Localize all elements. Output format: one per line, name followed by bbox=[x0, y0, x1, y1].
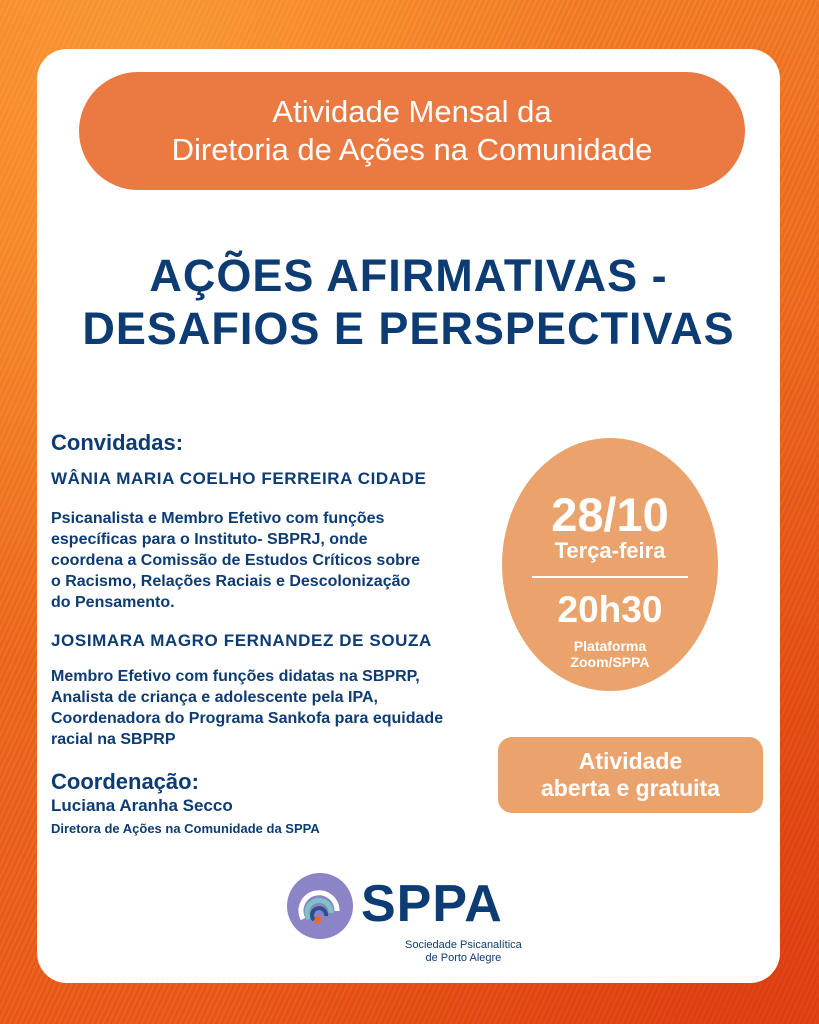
header-banner bbox=[79, 72, 745, 190]
guest-1-desc-line: específicas para o Instituto- SBPRJ, onde bbox=[51, 531, 368, 548]
event-platform bbox=[502, 638, 718, 670]
header-line-2: Diretoria de Ações na Comunidade bbox=[171, 132, 653, 167]
event-time: 20h30 bbox=[557, 589, 663, 630]
guest-1-desc-line: Psicanalista e Membro Efetivo com funções bbox=[51, 510, 385, 527]
sppa-logo-icon bbox=[285, 871, 355, 941]
guest-2-desc-line: racial na SBPRP bbox=[51, 731, 176, 748]
guest-1-desc-line: coordena a Comissão de Estudos Críticos sobre bbox=[51, 552, 420, 569]
coordinator-role: Diretora de Ações na Comunidade da SPPA bbox=[51, 821, 320, 836]
date-divider bbox=[532, 576, 688, 578]
event-date: 28/10 bbox=[551, 488, 669, 541]
guest-2-desc-line: Membro Efetivo com funções didatas na SBPRP, bbox=[51, 668, 420, 685]
title-line-2: DESAFIOS E PERSPECTIVAS bbox=[82, 303, 735, 354]
platform-line-1: Plataforma bbox=[573, 638, 647, 654]
access-line-2: aberta e gratuita bbox=[541, 775, 720, 801]
coordination-heading: Coordenação: bbox=[51, 769, 199, 794]
logo-subtitle bbox=[405, 939, 522, 965]
logo-subtitle-line-2: de Porto Alegre bbox=[425, 952, 502, 964]
guest-1-name: WÂNIA MARIA COELHO FERREIRA CIDADE bbox=[51, 469, 427, 488]
access-line-1: Atividade bbox=[578, 748, 683, 774]
guest-2-description bbox=[51, 666, 511, 750]
date-badge bbox=[502, 438, 718, 691]
guest-2-desc-line: Analista de criança e adolescente pela IPA, bbox=[51, 689, 378, 706]
free-access-badge bbox=[498, 737, 763, 813]
poster-card bbox=[37, 49, 780, 983]
guest-1-description bbox=[51, 508, 511, 613]
guest-1-desc-line: o Racismo, Relações Raciais e Descolonização bbox=[51, 573, 411, 590]
title-line-1: AÇÕES AFIRMATIVAS - bbox=[149, 250, 668, 301]
guest-2-name: JOSIMARA MAGRO FERNANDEZ DE SOUZA bbox=[51, 631, 432, 650]
coordinator-name: Luciana Aranha Secco bbox=[51, 796, 233, 815]
platform-line-2: Zoom/SPPA bbox=[570, 654, 650, 670]
guest-2-desc-line: Coordenadora do Programa Sankofa para equidade bbox=[51, 710, 444, 727]
guests-heading: Convidadas: bbox=[51, 430, 184, 455]
guest-1-desc-line: do Pensamento. bbox=[51, 594, 175, 611]
header-line-1: Atividade Mensal da bbox=[272, 94, 552, 129]
logo-subtitle-line-1: Sociedade Psicanalítica bbox=[405, 939, 522, 951]
event-weekday: Terça-feira bbox=[554, 538, 666, 563]
event-title bbox=[37, 249, 780, 355]
logo-wordmark: SPPA bbox=[361, 875, 503, 933]
